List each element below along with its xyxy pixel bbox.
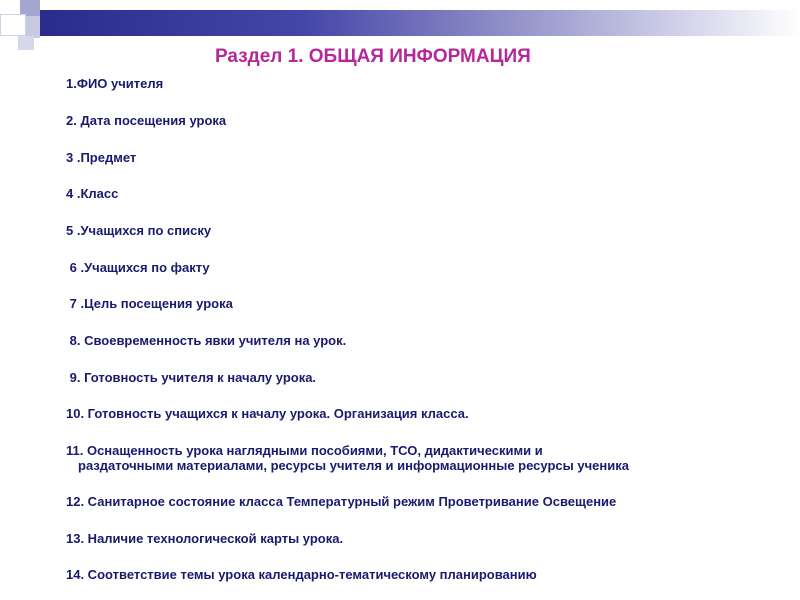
list-item-continuation: раздаточными материалами, ресурсы учителя и информационные ресурсы ученика xyxy=(78,458,629,473)
decorative-square xyxy=(0,36,18,50)
list-item: 6 .Учащихся по факту xyxy=(66,260,210,275)
decorative-square xyxy=(0,14,26,36)
list-item: 8. Своевременность явки учителя на урок. xyxy=(66,333,347,348)
list-item: 9. Готовность учителя к началу урока. xyxy=(66,370,317,385)
list-item: 2. Дата посещения урока xyxy=(66,113,227,128)
list-item: 1.ФИО учителя xyxy=(66,76,164,91)
list-item: 11. Оснащенность урока наглядными пособиями, ТСО, дидактическими и xyxy=(66,443,543,458)
list-item: 14. Соответствие темы урока календарно-тематическому планированию xyxy=(66,567,537,582)
decorative-square xyxy=(18,36,34,50)
list-item: 3 .Предмет xyxy=(66,150,137,165)
list-item: 12. Санитарное состояние класса Температурный режим Проветривание Освещение xyxy=(66,494,617,509)
list-item: 7 .Цель посещения урока xyxy=(66,296,233,311)
header-banner xyxy=(40,10,800,36)
list-item: 10. Готовность учащихся к началу урока. Организация класса. xyxy=(66,406,469,421)
list-item: 13. Наличие технологической карты урока. xyxy=(66,531,344,546)
list-item: 5 .Учащихся по списку xyxy=(66,223,212,238)
list-item: 4 .Класс xyxy=(66,186,119,201)
decorative-square xyxy=(26,16,40,38)
page-title: Раздел 1. ОБЩАЯ ИНФОРМАЦИЯ xyxy=(215,46,531,67)
